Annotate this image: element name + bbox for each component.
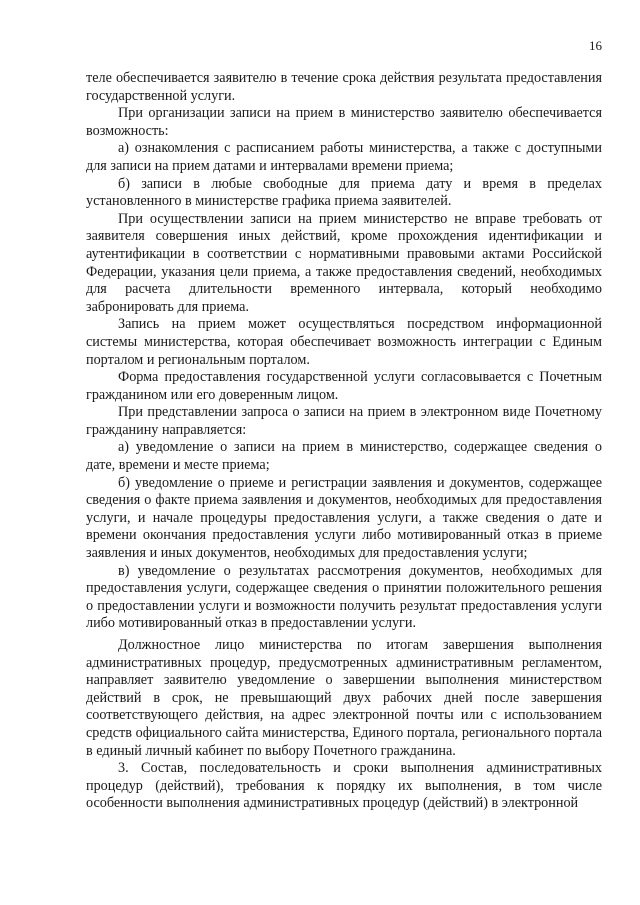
list-item: в) уведомление о результатах рассмотрения документов, необходимых для предоставления услуги, содержащее сведения о принятии положительного решения о предоставлении услуги и возможности получить результат предоставления услуги либо мотивированный отказ в предоставлении услуги. <box>86 562 602 632</box>
paragraph: Должностное лицо министерства по итогам завершения выполнения административных процедур, предусмотренных административным регламентом, направляет заявителю уведомление о завершении выполнения министерством действий в срок, не превышающий двух рабочих дней после завершения соответствующего действия, на адрес электронной почты или с использованием средств официального сайта министерства, Единого портала, регионального портала в единый личный кабинет по выбору Почетного гражданина. <box>86 637 602 759</box>
list-item: б) записи в любые свободные для приема дату и время в пределах установленного в министерстве графика приема заявителей. <box>86 175 602 210</box>
paragraph: теле обеспечивается заявителю в течение срока действия результата предоставления государственной услуги. <box>86 70 602 104</box>
paragraph: При осуществлении записи на прием министерство не вправе требовать от заявителя совершения иных действий, кроме прохождения идентификации и аутентификации в соответствии с нормативными правовыми актами Российской Федерации, указания цели приема, а также предоставления сведений, необходимых для расчета длительности временного интервала, который необходимо забронировать для приема. <box>86 210 602 315</box>
paragraph: 3. Состав, последовательность и сроки выполнения административных процедур (действий), требования к порядку их выполнения, в том числе особенности выполнения административных процедур (действий) в электронной <box>86 760 602 812</box>
list-item: а) уведомление о записи на прием в министерство, содержащее сведения о дате, времени и месте приема; <box>86 439 602 474</box>
paragraph: При представлении запроса о записи на прием в электронном виде Почетному гражданину направляется: <box>86 404 602 438</box>
document-body <box>86 70 602 813</box>
paragraph: Запись на прием может осуществляться посредством информационной системы министерства, которая обеспечивает возможность интеграции с Единым порталом и региональным порталом. <box>86 316 602 368</box>
list-item: а) ознакомления с расписанием работы министерства, а также с доступными для записи на прием датами и интервалами времени приема; <box>86 140 602 174</box>
page-number: 16 <box>589 38 602 53</box>
paragraph: При организации записи на прием в министерство заявителю обеспечивается возможность: <box>86 105 602 139</box>
paragraph: Форма предоставления государственной услуги согласовывается с Почетным гражданином или его доверенным лицом. <box>86 369 602 403</box>
list-item: б) уведомление о приеме и регистрации заявления и документов, содержащее сведения о факте приема заявления и документов, необходимых для предоставления услуги, и начале процедуры предоставления услуги, а также сведения о дате и времени окончания предоставления услуги либо мотивированный отказ в приеме заявления и иных документов, необходимых для предоставления услуги; <box>86 474 602 562</box>
